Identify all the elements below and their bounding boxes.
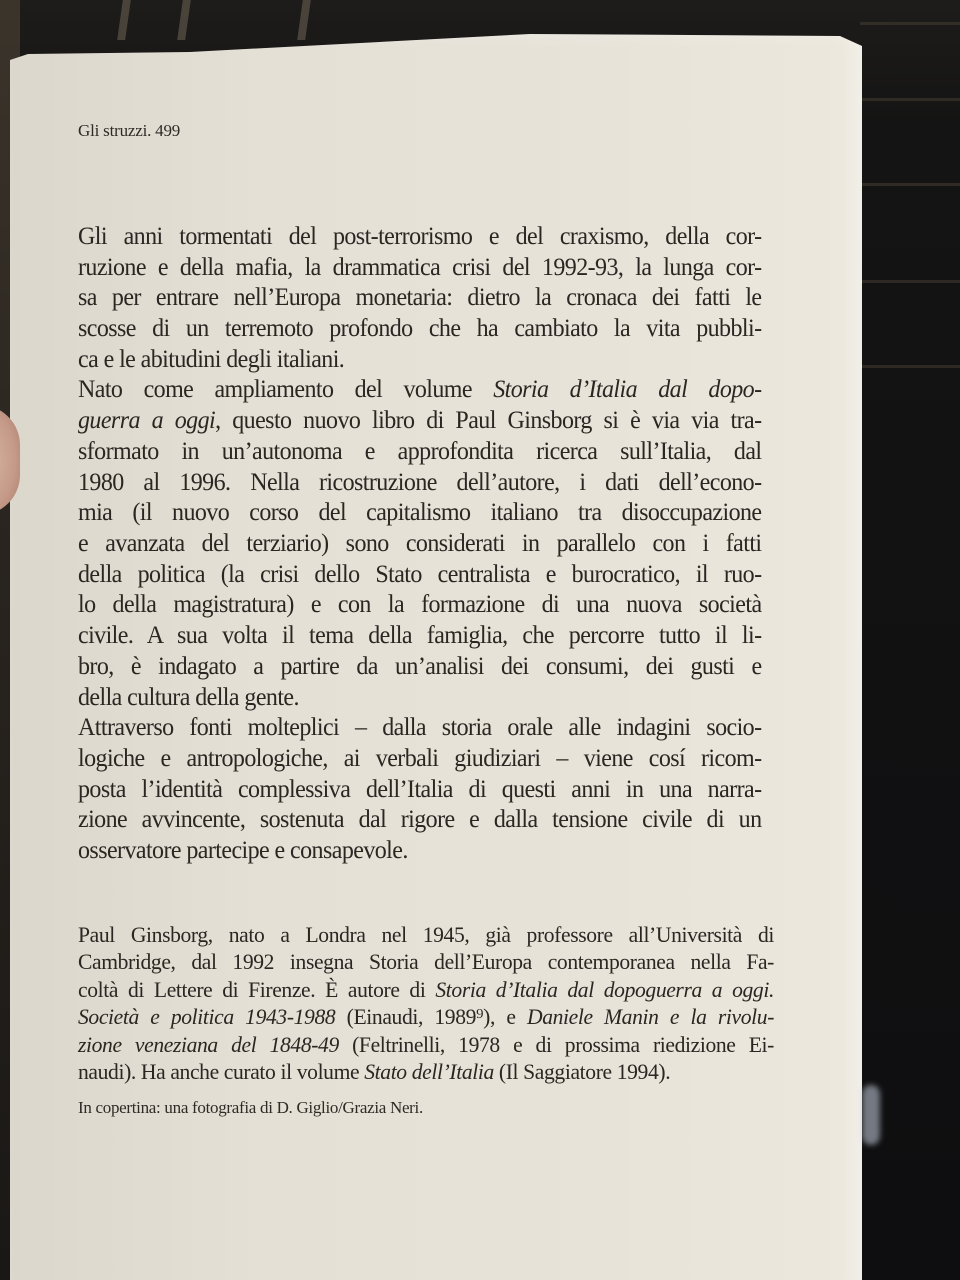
blurb-line	[78, 560, 762, 590]
text-run: posta l’identità complessiva dell’Italia di questi anni in una narra-	[78, 776, 762, 803]
blurb-line	[78, 375, 762, 405]
text-run: civile. A sua volta il tema della famiglia, che percorre tutto il li-	[78, 622, 762, 649]
blurb-line	[78, 836, 762, 866]
text-run: logiche e antropologiche, ai verbali giudiziari – viene cosí ricom-	[78, 745, 762, 772]
text-run: Gli anni tormentati del post-terrorismo e del craxismo, della cor-	[78, 223, 762, 250]
blurb-line	[78, 683, 762, 713]
blurb-line	[78, 437, 762, 467]
text-run: (Einaudi, 1989⁹), e	[335, 1004, 527, 1029]
blurb-line	[78, 253, 762, 283]
text-run: 1980 al 1996. Nella ricostruzione dell’autore, i dati dell’econo-	[78, 469, 762, 496]
cover-credit: In copertina: una fotografia di D. Giglio/Grazia Neri.	[78, 1098, 423, 1117]
blurb-line	[78, 283, 762, 313]
italic-title: Stato dell’Italia	[364, 1059, 494, 1084]
bio-line	[78, 947, 774, 977]
blurb-line	[78, 590, 762, 620]
text-run: e avanzata del terziario) sono considerati in parallelo con i fatti	[78, 530, 762, 557]
text-run: della cultura della gente.	[78, 684, 299, 711]
blurb-line	[78, 652, 762, 682]
text-run: Attraverso fonti molteplici – dalla storia orale alle indagini socio-	[78, 714, 762, 741]
text-run: zione avvincente, sostenuta dal rigore e dalla tensione civile di un	[78, 806, 762, 833]
text-run: scosse di un terremoto profondo che ha cambiato la vita pubbli-	[78, 315, 762, 342]
text-run: sa per entrare nell’Europa monetaria: dietro la cronaca dei fatti le	[78, 284, 762, 311]
blurb-line	[78, 805, 762, 835]
text-run: mia (il nuovo corso del capitalismo italiano tra disoccupazione	[78, 499, 762, 526]
text-run: coltà di Lettere di Firenze. È autore di	[78, 977, 436, 1002]
bio-line	[78, 1030, 774, 1060]
italic-title: zione veneziana del 1848-49	[78, 1032, 339, 1057]
blurb-line	[78, 498, 762, 528]
text-run: naudi). Ha anche curato il volume	[78, 1059, 365, 1084]
text-run: della politica (la crisi dello Stato centralista e burocratico, il ruo-	[78, 561, 762, 588]
text-run: Paul Ginsborg, nato a Londra nel 1945, già professore all’Università di	[78, 922, 774, 947]
text-run: ruzione e della mafia, la drammatica crisi del 1992-93, la lunga cor-	[78, 254, 762, 281]
blurb-line	[78, 345, 762, 375]
italic-title: Storia d’Italia dal dopoguerra a oggi.	[435, 977, 774, 1002]
blurb-line	[78, 314, 762, 344]
bio-line	[78, 975, 774, 1005]
text-run: osservatore partecipe e consapevole.	[78, 837, 408, 864]
text-run: ca e le abitudini degli italiani.	[78, 346, 345, 373]
bio-line	[78, 1057, 774, 1087]
blurb-line	[78, 529, 762, 559]
blurb-line	[78, 406, 762, 436]
text-run: sformato in un’autonoma e approfondita ricerca sull’Italia, dal	[78, 438, 762, 465]
blurb-line	[78, 222, 762, 252]
blurb-line	[78, 468, 762, 498]
text-run: (Il Saggiatore 1994).	[493, 1059, 671, 1084]
text-run: , questo nuovo libro di Paul Ginsborg si è via via tra-	[215, 407, 762, 434]
italic-title: Società e politica 1943-1988	[78, 1004, 336, 1029]
italic-title: guerra a oggi	[78, 407, 216, 434]
blurb-line	[78, 744, 762, 774]
series-label: Gli struzzi. 499	[78, 121, 181, 140]
blurb-line	[78, 621, 762, 651]
text-run: (Feltrinelli, 1978 e di prossima riedizione Ei-	[338, 1032, 774, 1057]
text-run: lo della magistratura) e con la formazione di una nuova società	[78, 591, 762, 618]
bio-line	[78, 1002, 774, 1032]
bio-line	[78, 920, 774, 950]
italic-title: Daniele Manin e la rivolu-	[526, 1004, 774, 1029]
blurb-line	[78, 775, 762, 805]
italic-title: Storia d’Italia dal dopo-	[493, 376, 762, 403]
blurb-line	[78, 713, 762, 743]
text-run: Cambridge, dal 1992 insegna Storia dell’Europa contemporanea nella Fa-	[78, 949, 774, 974]
text-run: Nato come ampliamento del volume	[78, 376, 494, 403]
text-run: bro, è indagato a partire da un’analisi dei consumi, dei gusti e	[78, 653, 762, 680]
